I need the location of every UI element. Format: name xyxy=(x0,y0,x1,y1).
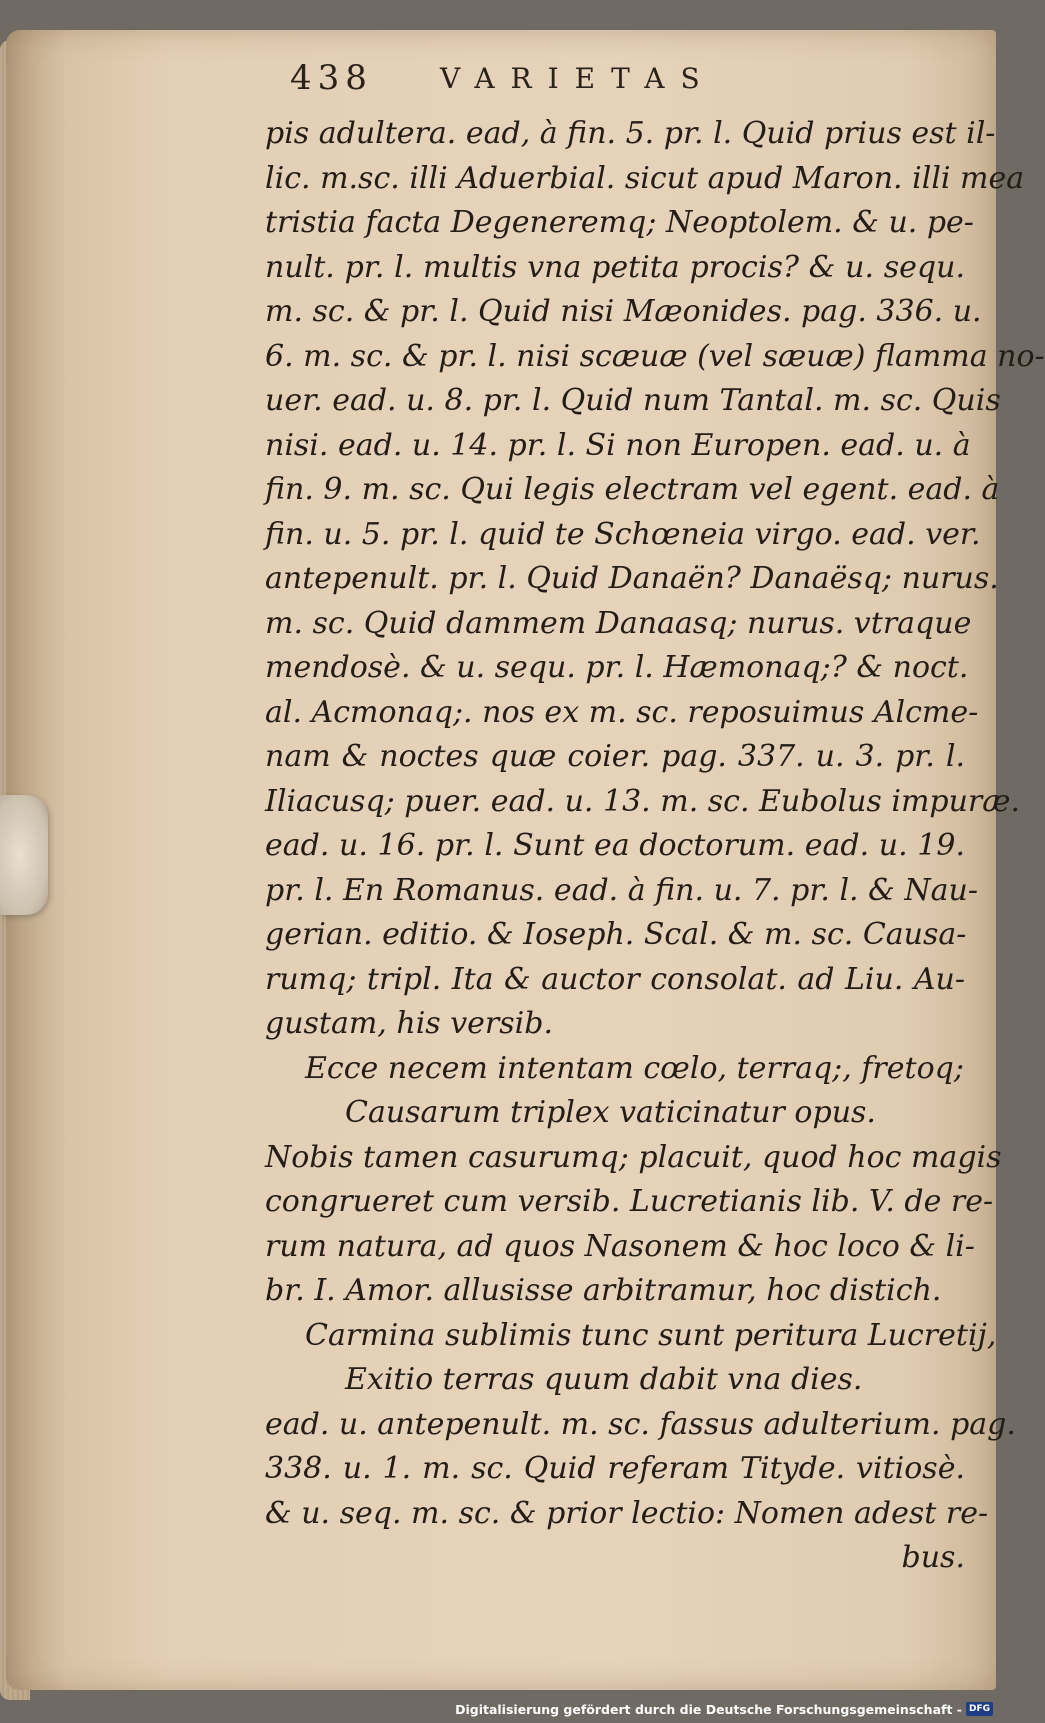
text-line: pr. l. En Romanus. ead. à fin. u. 7. pr. l. & Nau- xyxy=(265,872,978,908)
page-number: 438 xyxy=(290,58,373,98)
text-line: antepenult. pr. l. Quid Danaën? Danaësq; nurus. xyxy=(265,561,999,596)
credit-text: Digitalisierung gefördert durch die Deutsche Forschungsgemeinschaft - xyxy=(455,1701,962,1717)
text-line: Nobis tamen casurumq; placuit, quod hoc magis xyxy=(265,1139,1002,1175)
text-line: ead. u. antepenult. m. sc. fassus adulterium. pag. xyxy=(265,1406,1016,1442)
text-line: Iliacusq; puer. ead. u. 13. m. sc. Eubolus impuræ. xyxy=(265,783,1021,819)
text-line: 6. m. sc. & pr. l. nisi scæuæ (vel sæuæ) flamma no- xyxy=(265,338,1045,374)
text-line: gustam, his versib. xyxy=(265,1006,554,1041)
running-title: VARIETAS xyxy=(440,62,716,95)
text-line: al. Acmonaq;. nos ex m. sc. reposuimus Alcme- xyxy=(265,694,979,730)
text-line: rum natura, ad quos Nasonem & hoc loco & li- xyxy=(265,1228,975,1264)
text-line: gerian. editio. & Ioseph. Scal. & m. sc. Causa- xyxy=(265,917,967,952)
text-line: & u. seq. m. sc. & prior lectio: Nomen adest re- xyxy=(265,1495,989,1531)
text-line: mendosè. & u. sequ. pr. l. Hæmonaq;? & noct. xyxy=(265,650,969,685)
text-line: lic. m.sc. illi Aduerbial. sicut apud Maron. illi mea xyxy=(265,160,1025,196)
text-line: uer. ead. u. 8. pr. l. Quid num Tantal. m. sc. Quis xyxy=(265,383,1001,418)
verse-line: Causarum triplex vaticinatur opus. xyxy=(345,1095,876,1130)
text-line: m. sc. Quid dammem Danaasq; nurus. vtraque xyxy=(265,605,972,641)
text-line: fin. u. 5. pr. l. quid te Schœneia virgo. ead. ver. xyxy=(265,516,981,552)
text-line: pis adultera. ead, à fin. 5. pr. l. Quid prius est il- xyxy=(265,116,996,151)
text-line: nam & noctes quæ coier. pag. 337. u. 3. pr. l. xyxy=(265,739,965,774)
body-text xyxy=(265,112,1045,1581)
catchword: bus. xyxy=(901,1540,965,1575)
text-line: rumq; tripl. Ita & auctor consolat. ad Liu. Au- xyxy=(265,961,965,997)
text-line: nisi. ead. u. 14. pr. l. Si non Europen. ead. u. à xyxy=(265,427,971,463)
text-line: 338. u. 1. m. sc. Quid referam Tityde. vitiosè. xyxy=(265,1451,965,1486)
running-head xyxy=(290,58,870,102)
verse-line: Carmina sublimis tunc sunt peritura Lucretij, xyxy=(305,1317,997,1353)
digitization-credit xyxy=(455,1699,993,1719)
verse-line: Exitio terras quum dabit vna dies. xyxy=(345,1362,863,1397)
text-line: br. I. Amor. allusisse arbitramur, hoc distich. xyxy=(265,1273,942,1308)
text-line: congrueret cum versib. Lucretianis lib. V. de re- xyxy=(265,1184,994,1219)
dfg-logo: DFG xyxy=(966,1702,993,1716)
text-line: ead. u. 16. pr. l. Sunt ea doctorum. ead. u. 19. xyxy=(265,828,965,863)
text-line: nult. pr. l. multis vna petita procis? & u. sequ. xyxy=(265,249,965,285)
text-line: fin. 9. m. sc. Qui legis electram vel egent. ead. à xyxy=(265,472,1000,507)
page-clip-tab xyxy=(0,795,48,915)
text-line: m. sc. & pr. l. Quid nisi Mæonides. pag. 336. u. xyxy=(265,294,982,329)
verse-line: Ecce necem intentam cœlo, terraq;, fretoq; xyxy=(305,1050,964,1086)
text-line: tristia facta Degeneremq; Neoptolem. & u. pe- xyxy=(265,205,974,240)
